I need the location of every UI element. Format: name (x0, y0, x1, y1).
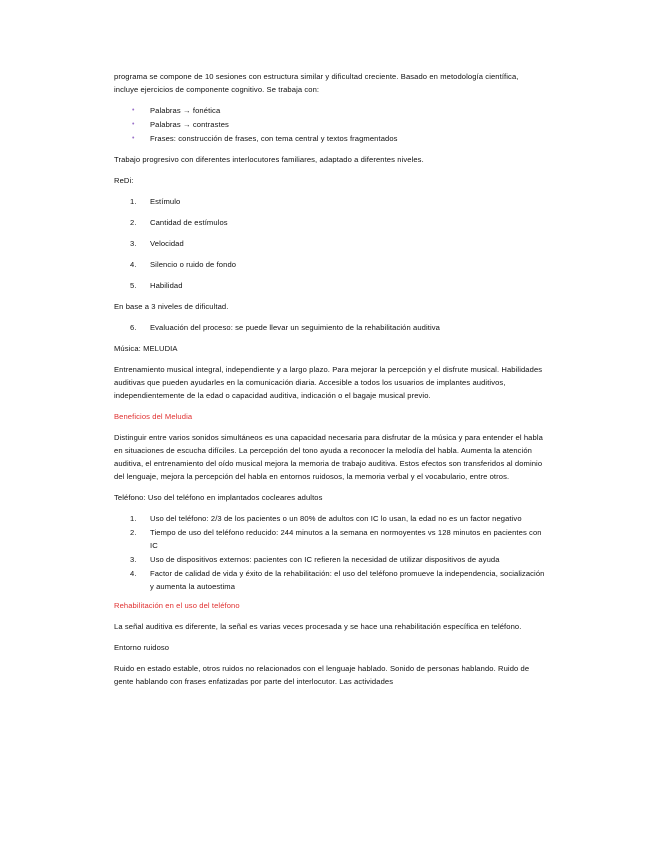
list-item: 6. Evaluación del proceso: se puede llevar un seguimiento de la rehabilitación auditiva (130, 323, 440, 332)
list-item: 5. Habilidad (130, 281, 183, 290)
entorno-paragraph: Ruido en estado estable, otros ruidos no relacionados con el lenguaje hablado. Sonido de personas hablando. Ruido de gente hablando con frases enfatizadas por parte del interlocutor. Las actividades (114, 664, 530, 686)
redi-list (114, 195, 545, 292)
beneficios-heading: Beneficios del Meludia (114, 412, 193, 421)
musica-paragraph: Entrenamiento musical integral, independiente y a largo plazo. Para mejorar la percepción y el disfrute musical. Habilidades auditivas que pueden ayudarles en la comunicación diaria. Accesible a todos los usuarios de implantes auditivos, independientemente de la edad o capacidad auditiva, indicación o el bagaje musical previo. (114, 365, 543, 400)
list-item: 1. Uso del teléfono: 2/3 de los pacientes o un 80% de adultos con IC lo usan, la edad no es un factor negativo (130, 514, 522, 523)
list-item: 2. Tiempo de uso del teléfono reducido: 244 minutos a la semana en normoyentes vs 128 minutos en pacientes con IC (130, 528, 542, 550)
bullet-icon: • (132, 107, 135, 114)
bullet-list (114, 104, 545, 145)
bullet-icon: • (132, 135, 135, 142)
redi-label: ReDi: (114, 176, 134, 185)
list-item: • Palabras → fonética (132, 106, 221, 115)
list-item: • Palabras → contrastes (132, 120, 229, 129)
telefono-list (114, 512, 545, 593)
trabajo-paragraph: Trabajo progresivo con diferentes interlocutores familiares, adaptado a diferentes niveles. (114, 155, 424, 164)
evaluacion-list (114, 321, 545, 334)
rehab-heading: Rehabilitación en el uso del teléfono (114, 601, 240, 610)
rehab-paragraph: La señal auditiva es diferente, la señal es varias veces procesada y se hace una rehabilitación específica en teléfono. (114, 622, 522, 631)
entorno-label: Entorno ruidoso (114, 643, 170, 652)
telefono-label: Teléfono: Uso del teléfono en implantados cocleares adultos (114, 493, 323, 502)
list-item: 2. Cantidad de estímulos (130, 218, 228, 227)
musica-label: Música: MELUDIA (114, 344, 178, 353)
list-item: 4. Factor de calidad de vida y éxito de la rehabilitación: el uso del teléfono promueve la independencia, socialización y aumenta la autoestima (130, 569, 545, 591)
bullet-icon: • (132, 121, 135, 128)
list-item: 1. Estímulo (130, 197, 181, 206)
list-item: 3. Uso de dispositivos externos: pacientes con IC refieren la necesidad de utilizar dispositivos de ayuda (130, 555, 500, 564)
list-item: 4. Silencio o ruido de fondo (130, 260, 237, 269)
list-item: • Frases: construcción de frases, con tema central y textos fragmentados (132, 134, 398, 143)
niveles-paragraph: En base a 3 niveles de dificultad. (114, 302, 229, 311)
beneficios-paragraph: Distinguir entre varios sonidos simultáneos es una capacidad necesaria para disfrutar de la música y para entender el habla en situaciones de escucha difíciles. La percepción del tono ayuda a reconocer la melodía del habla. Aumenta la atención auditiva, el entrenamiento del oído musical mejora la memoria de trabajo auditiva. Estos efectos son transferidos al dominio del lenguaje, mejora la percepción del habla en entornos ruidosos, la memoria verbal y el vocabulario, entre otros. (114, 433, 543, 481)
intro-paragraph: programa se compone de 10 sesiones con estructura similar y dificultad creciente. Basado en metodología científica, incluye ejercicios de componente cognitivo. Se trabaja con: (114, 72, 519, 94)
list-item: 3. Velocidad (130, 239, 184, 248)
